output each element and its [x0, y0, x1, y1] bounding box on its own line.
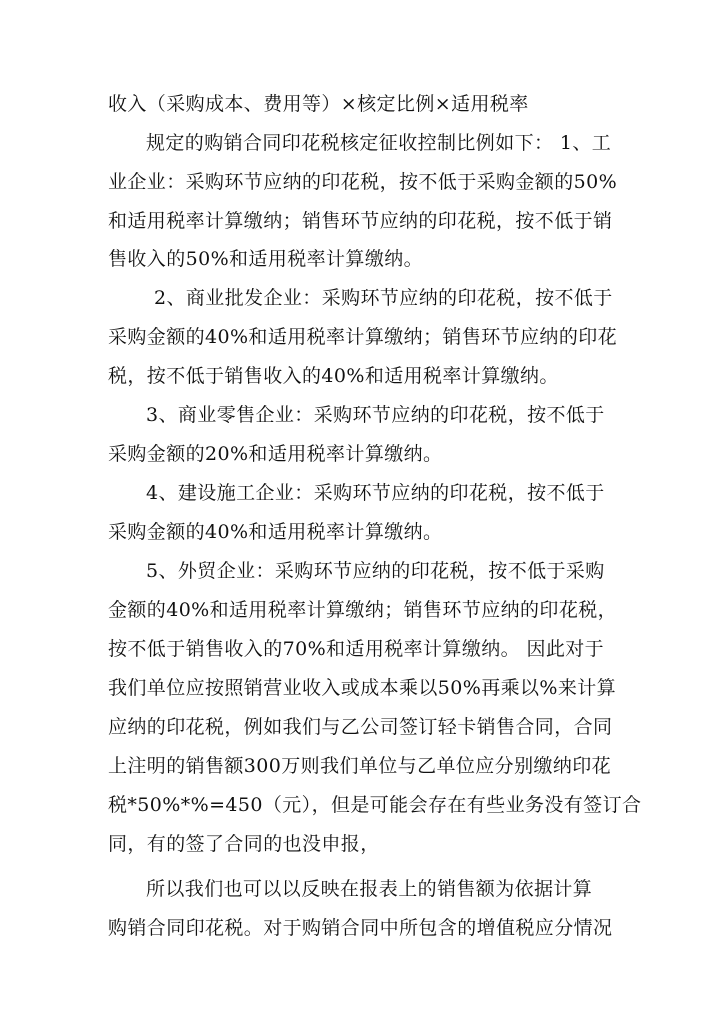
- text-line-6: 2、商业批发企业：采购环节应纳的印花税，按不低于: [154, 287, 613, 309]
- text-line-20: 同，有的签了合同的也没申报，: [108, 833, 380, 855]
- text-line-1: 收入（采购成本、费用等）×核定比例×适用税率: [108, 93, 529, 115]
- text-line-19: 税*50%*%=450（元），但是可能会存在有些业务没有签订合: [108, 794, 642, 816]
- text-line-15: 按不低于销售收入的70%和适用税率计算缴纳。 因此对于: [108, 638, 605, 660]
- text-line-2: 规定的购销合同印花税核定征收控制比例如下： 1、工: [146, 132, 612, 154]
- text-line-14: 金额的40%和适用税率计算缴纳；销售环节应纳的印花税，: [108, 599, 618, 621]
- text-line-4: 和适用税率计算缴纳；销售环节应纳的印花税，按不低于销: [108, 210, 613, 232]
- text-line-10: 采购金额的20%和适用税率计算缴纳。: [108, 443, 443, 465]
- text-line-11: 4、建设施工企业：采购环节应纳的印花税，按不低于: [146, 482, 605, 504]
- text-line-17: 应纳的印花税，例如我们与乙公司签订轻卡销售合同，合同: [108, 716, 613, 738]
- text-line-12: 采购金额的40%和适用税率计算缴纳。: [108, 521, 443, 543]
- text-line-3: 业企业：采购环节应纳的印花税，按不低于采购金额的50%: [108, 171, 618, 193]
- text-line-7: 采购金额的40%和适用税率计算缴纳；销售环节应纳的印花: [108, 326, 618, 348]
- text-line-13: 5、外贸企业：采购环节应纳的印花税，按不低于采购: [146, 560, 605, 582]
- text-line-8: 税，按不低于销售收入的40%和适用税率计算缴纳。: [108, 365, 559, 387]
- text-line-5: 售收入的50%和适用税率计算缴纳。: [108, 248, 424, 270]
- text-line-9: 3、商业零售企业：采购环节应纳的印花税，按不低于: [146, 404, 605, 426]
- text-line-18: 上注明的销售额300万则我们单位与乙单位应分别缴纳印花: [108, 755, 612, 777]
- text-line-22: 购销合同印花税。对于购销合同中所包含的增值税应分情况: [108, 917, 613, 939]
- text-line-16: 我们单位应按照销营业收入或成本乘以50%再乘以%来计算: [108, 677, 617, 699]
- text-line-21: 所以我们也可以以反映在报表上的销售额为依据计算: [146, 878, 593, 900]
